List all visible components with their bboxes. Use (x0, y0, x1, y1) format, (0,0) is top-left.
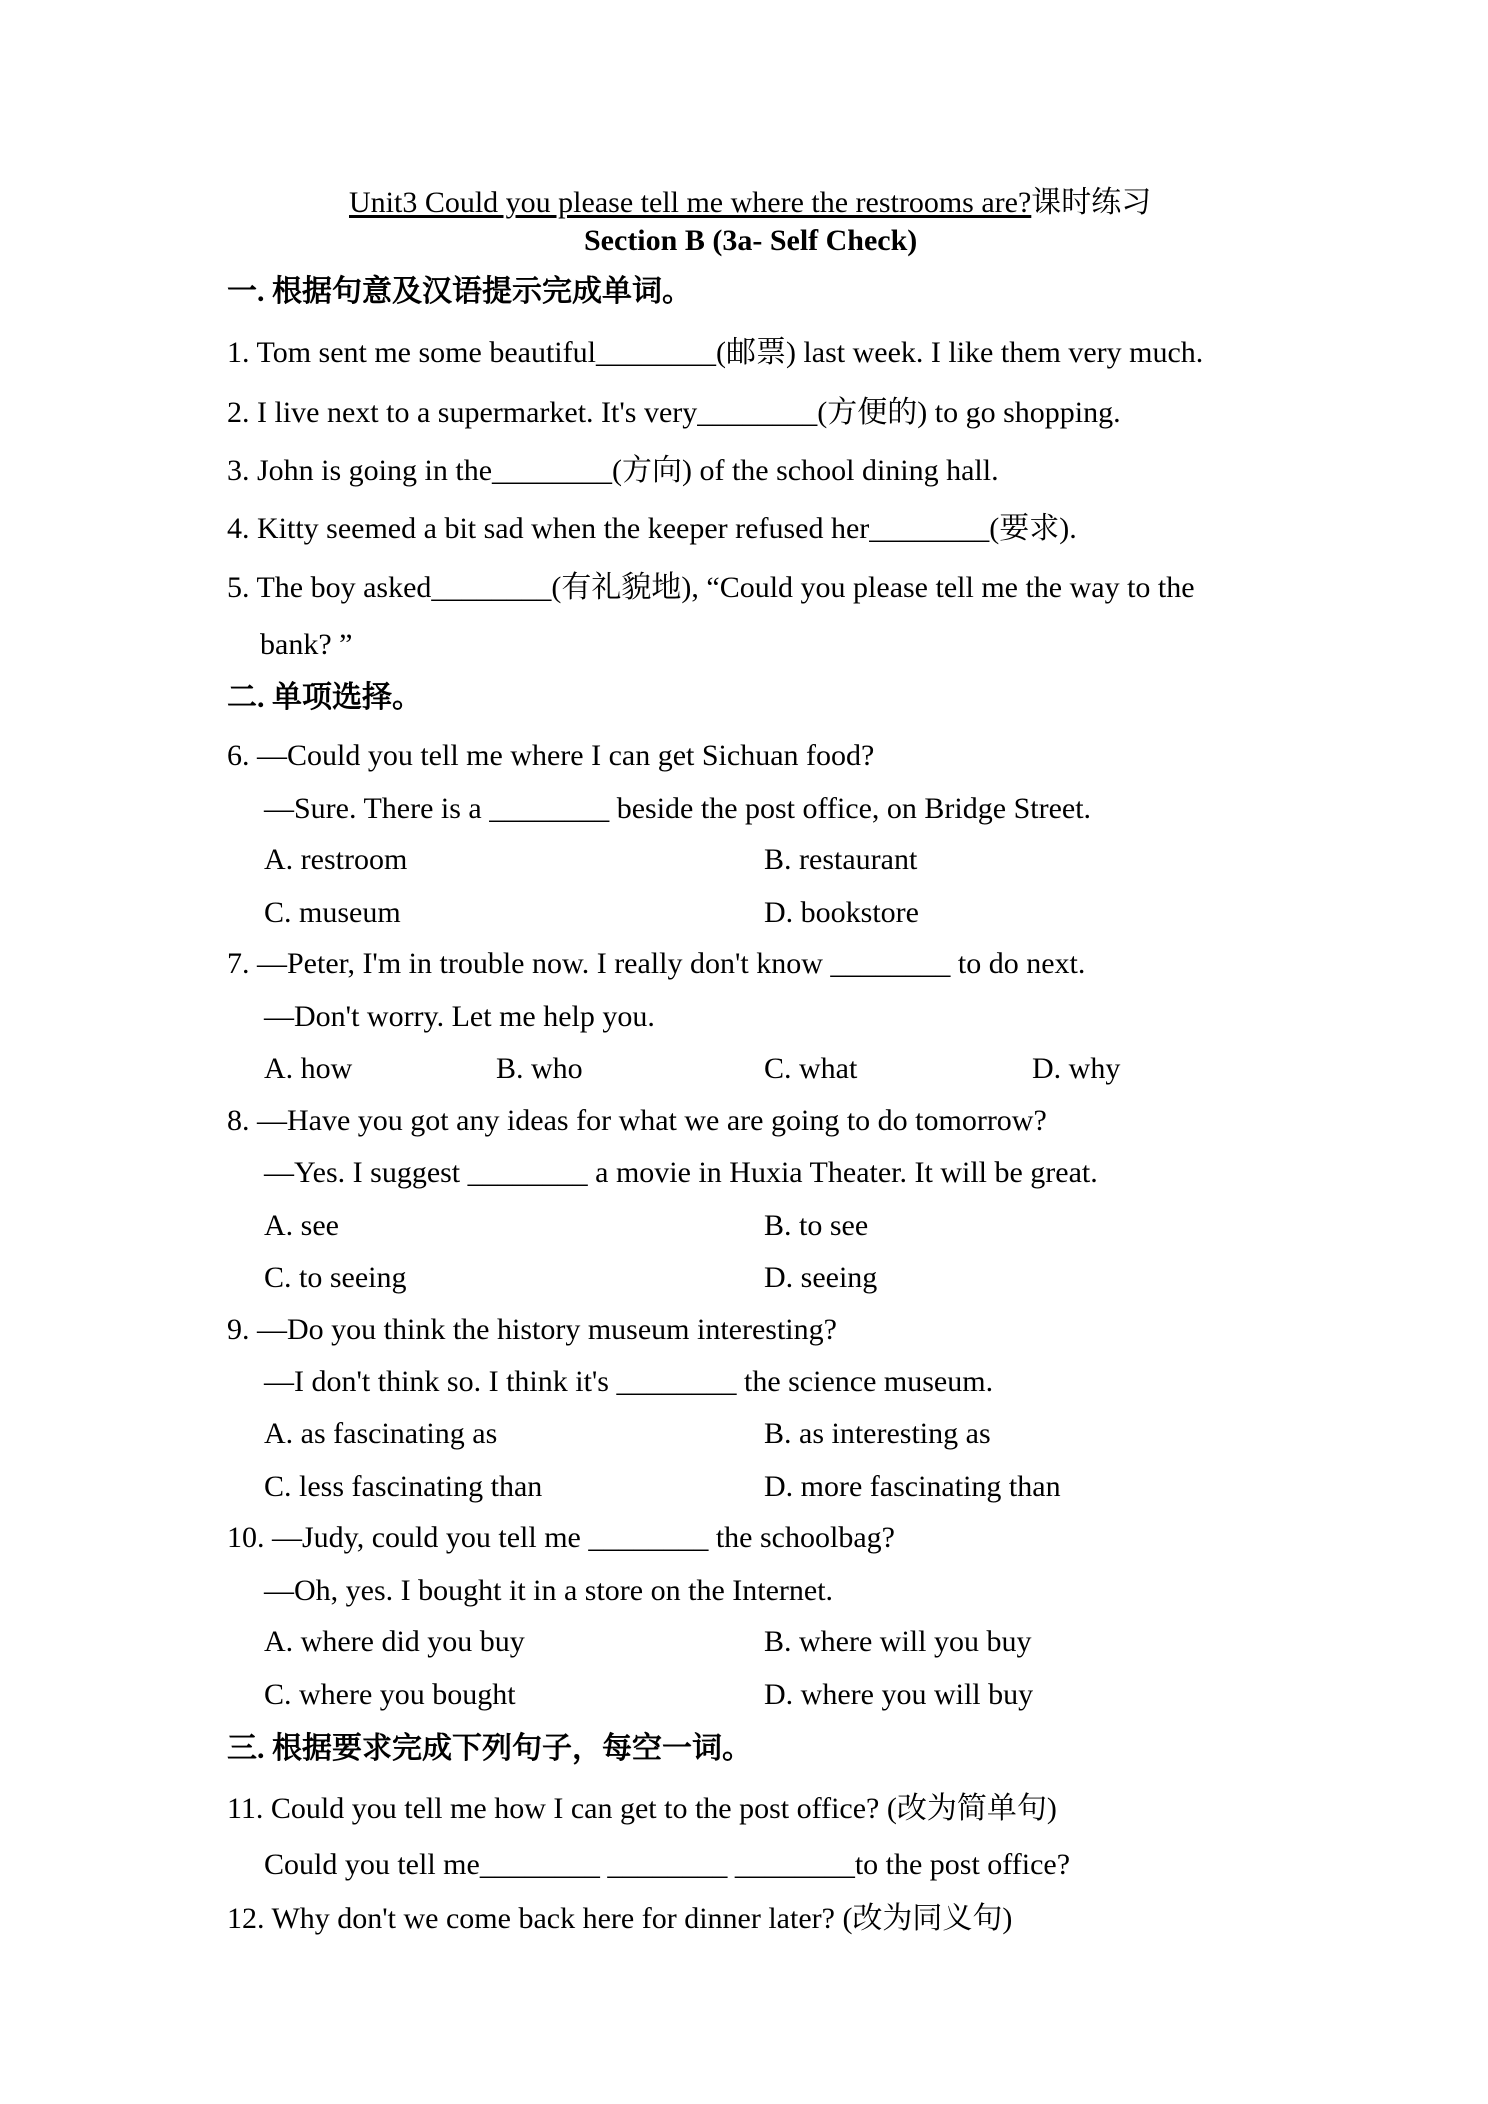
fill-item-1: 1. Tom sent me some beautiful________(邮票) last week. I like them very much. (227, 336, 1204, 369)
option-a: A. how (264, 1052, 353, 1085)
fill-item-2: 2. I live next to a supermarket. It's very________(方便的) to go shopping. (227, 396, 1121, 429)
question-reply: —Yes. I suggest ________ a movie in Huxia Theater. It will be great. (264, 1156, 1098, 1189)
option-b: B. who (496, 1052, 583, 1085)
option-a: A. restroom (264, 843, 408, 876)
section-1-heading: 一. 根据句意及汉语提示完成单词。 (227, 275, 692, 308)
fill-item-3: 3. John is going in the________(方向) of the school dining hall. (227, 454, 999, 487)
title-unit-text: Unit3 Could you please tell me where the restrooms are? (349, 186, 1032, 219)
option-d: D. why (1032, 1052, 1121, 1085)
question-reply: —I don't think so. I think it's ________ the science museum. (264, 1365, 994, 1398)
option-a: A. where did you buy (264, 1625, 525, 1658)
option-a: A. as fascinating as (264, 1417, 498, 1450)
question-reply: —Sure. There is a ________ beside the post office, on Bridge Street. (264, 792, 1092, 825)
worksheet-title (349, 183, 1151, 223)
option-a: A. see (264, 1209, 339, 1242)
fill-item-5: 5. The boy asked________(有礼貌地), “Could you please tell me the way to the (227, 571, 1195, 604)
option-c: C. what (764, 1052, 858, 1085)
question-text: 7. —Peter, I'm in trouble now. I really don't know ________ to do next. (227, 947, 1086, 980)
fill-item-5-continuation: bank? ” (260, 628, 353, 661)
question-reply: —Oh, yes. I bought it in a store on the Internet. (264, 1574, 834, 1607)
option-b: B. restaurant (764, 843, 918, 876)
option-b: B. as interesting as (764, 1417, 991, 1450)
worksheet-subtitle: Section B (3a- Self Check) (584, 224, 918, 257)
question-text: 9. —Do you think the history museum interesting? (227, 1313, 837, 1346)
option-d: D. more fascinating than (764, 1470, 1061, 1503)
rewrite-item-11-answer-line: Could you tell me________ ________ ________to the post office? (264, 1848, 1071, 1881)
option-c: C. to seeing (264, 1261, 407, 1294)
option-b: B. to see (764, 1209, 869, 1242)
section-2-heading: 二. 单项选择。 (227, 681, 422, 714)
question-text: 8. —Have you got any ideas for what we are going to do tomorrow? (227, 1104, 1047, 1137)
option-c: C. museum (264, 896, 401, 929)
option-d: D. bookstore (764, 896, 919, 929)
question-text: 10. —Judy, could you tell me ________ the schoolbag? (227, 1521, 895, 1554)
option-c: C. where you bought (264, 1678, 516, 1711)
option-b: B. where will you buy (764, 1625, 1032, 1658)
rewrite-item-11: 11. Could you tell me how I can get to the post office? (改为简单句) (227, 1792, 1057, 1825)
option-d: D. seeing (764, 1261, 878, 1294)
section-3-heading: 三. 根据要求完成下列句子，每空一词。 (227, 1732, 752, 1765)
question-text: 6. —Could you tell me where I can get Sichuan food? (227, 739, 875, 772)
fill-item-4: 4. Kitty seemed a bit sad when the keeper refused her________(要求). (227, 512, 1077, 545)
option-c: C. less fascinating than (264, 1470, 543, 1503)
question-reply: —Don't worry. Let me help you. (264, 1000, 655, 1033)
option-d: D. where you will buy (764, 1678, 1034, 1711)
rewrite-item-12: 12. Why don't we come back here for dinner later? (改为同义句) (227, 1902, 1013, 1935)
title-suffix: 课时练习 (1031, 186, 1152, 219)
